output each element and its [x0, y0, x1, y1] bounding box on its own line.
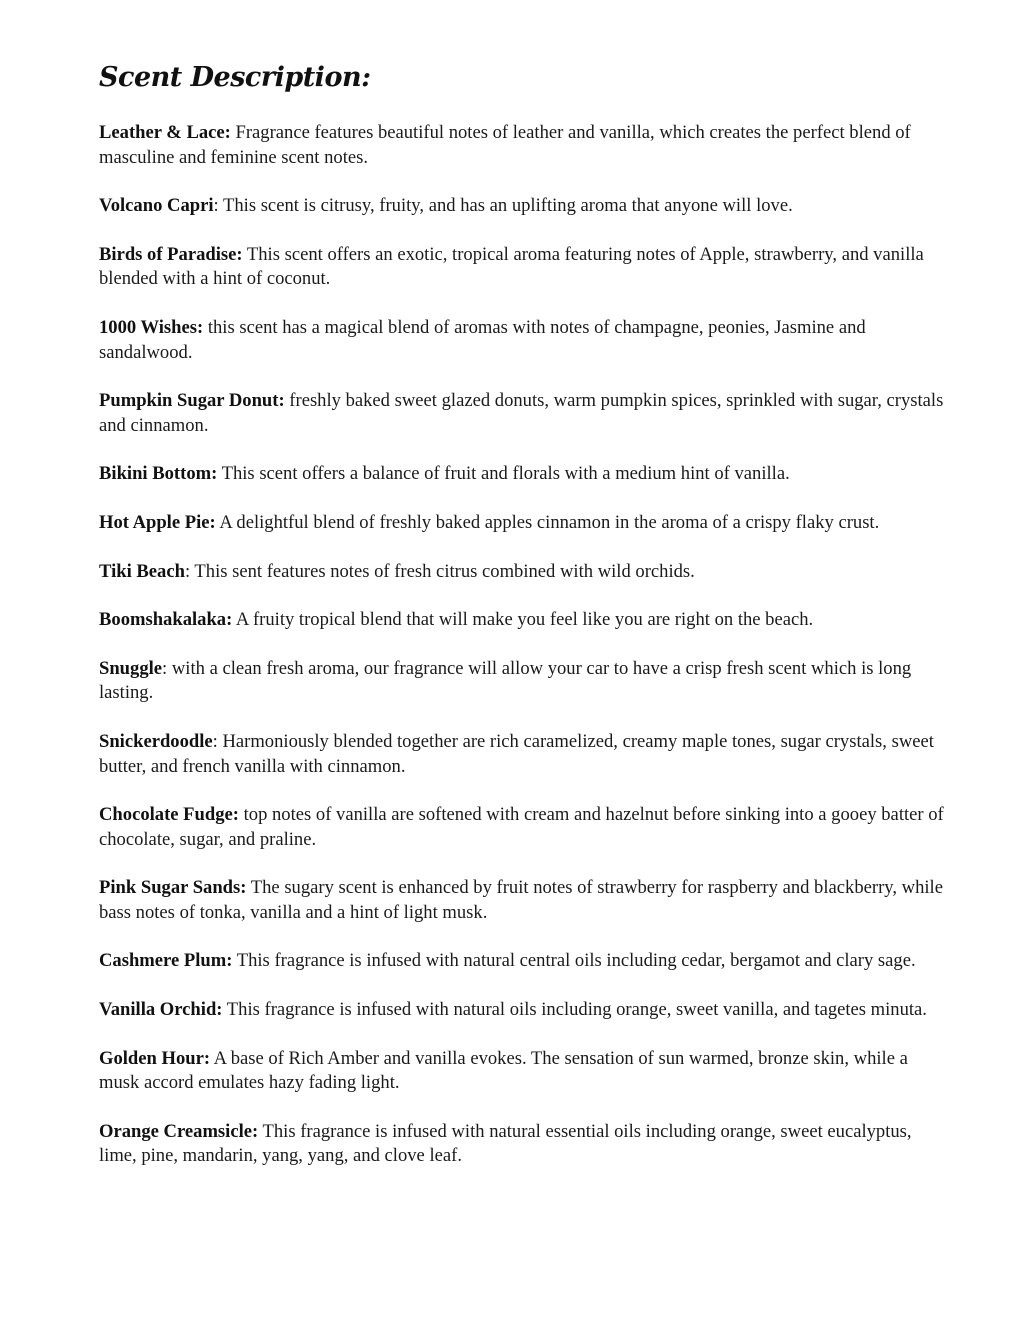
- scent-name: Cashmere Plum:: [99, 950, 233, 972]
- scent-entry-volcano-capri: [99, 194, 949, 219]
- scent-description: : Harmoniously blended together are rich caramelized, creamy maple tones, sugar crystals, sweet butter, and french vanilla with cinnamon.: [99, 730, 934, 777]
- scent-entry-pink-sugar-sands: [99, 876, 949, 925]
- scent-name: Pink Sugar Sands:: [99, 877, 247, 899]
- scent-name: 1000 Wishes:: [99, 316, 204, 338]
- scent-name: Vanilla Orchid:: [99, 999, 223, 1021]
- scent-description: A fruity tropical blend that will make you feel like you are right on the beach.: [232, 609, 814, 631]
- scent-name: Tiki Beach: [99, 560, 185, 582]
- scent-description: This scent offers a balance of fruit and florals with a medium hint of vanilla.: [217, 463, 790, 485]
- scent-name: Hot Apple Pie:: [99, 511, 216, 533]
- scent-description: This fragrance is infused with natural essential oils including orange, sweet eucalyptus, lime, pine, mandarin, yang, yang, and clove leaf.: [99, 1120, 912, 1167]
- scent-entry-1000-wishes: [99, 316, 949, 365]
- scent-name: Orange Creamsicle:: [99, 1120, 259, 1142]
- scent-entry-boomshakalaka: [99, 608, 949, 633]
- scent-name: Pumpkin Sugar Donut:: [99, 390, 285, 412]
- scent-entry-chocolate-fudge: [99, 803, 949, 852]
- scent-description: This scent offers an exotic, tropical aroma featuring notes of Apple, strawberry, and vanilla blended with a hint of coconut.: [99, 243, 924, 290]
- scent-entry-cashmere-plum: [99, 949, 949, 974]
- scent-name: Snuggle: [99, 657, 163, 679]
- scent-entry-birds-of-paradise: [99, 243, 949, 292]
- scent-name: Bikini Bottom:: [99, 463, 218, 485]
- scent-entry-golden-hour: [99, 1047, 949, 1096]
- scent-description: A delightful blend of freshly baked apples cinnamon in the aroma of a crispy flaky crust.: [215, 511, 880, 533]
- scent-description: This fragrance is infused with natural central oils including cedar, bergamot and clary sage.: [232, 950, 916, 972]
- scent-entry-tiki-beach: [99, 560, 949, 585]
- page-title: Scent Description:: [99, 62, 371, 93]
- scent-description: this scent has a magical blend of aromas with notes of champagne, peonies, Jasmine and sandalwood.: [99, 316, 866, 363]
- scent-entry-bikini-bottom: [99, 462, 949, 487]
- scent-entry-pumpkin-sugar-donut: [99, 389, 949, 438]
- scent-name: Chocolate Fudge:: [99, 804, 239, 826]
- scent-name: Golden Hour:: [99, 1047, 211, 1069]
- scent-entry-hot-apple-pie: [99, 511, 949, 536]
- scent-entry-snuggle: [99, 657, 949, 706]
- scent-description: The sugary scent is enhanced by fruit notes of strawberry for raspberry and blackberry, while bass notes of tonka, vanilla and a hint of light musk.: [99, 877, 943, 923]
- scent-description: freshly baked sweet glazed donuts, warm pumpkin spices, sprinkled with sugar, crystals and cinnamon.: [99, 390, 944, 436]
- scent-description: Fragrance features beautiful notes of leather and vanilla, which creates the perfect blend of masculine and feminine scent notes.: [99, 122, 911, 168]
- scent-description: This fragrance is infused with natural oils including orange, sweet vanilla, and tagetes minuta.: [222, 999, 927, 1021]
- scent-entry-orange-creamsicle: [99, 1120, 949, 1169]
- scent-name: Birds of Paradise:: [99, 243, 243, 265]
- scent-description: : This scent is citrusy, fruity, and has an uplifting aroma that anyone will love.: [213, 195, 793, 217]
- scent-name: Leather & Lace:: [99, 122, 231, 143]
- scent-list: [99, 121, 949, 1193]
- scent-name: Volcano Capri: [99, 195, 214, 217]
- scent-name: Boomshakalaka:: [99, 609, 233, 631]
- scent-description: A base of Rich Amber and vanilla evokes. The sensation of sun warmed, bronze skin, while a musk accord emulates hazy fading light.: [99, 1047, 908, 1094]
- scent-entry-leather-and-lace: [99, 121, 949, 170]
- scent-entry-snickerdoodle: [99, 730, 949, 779]
- scent-description: : with a clean fresh aroma, our fragrance will allow your car to have a crisp fresh scent which is long lasting.: [99, 657, 912, 704]
- scent-description: top notes of vanilla are softened with cream and hazelnut before sinking into a gooey batter of chocolate, sugar, and praline.: [99, 804, 944, 850]
- scent-name: Snickerdoodle: [99, 730, 213, 752]
- scent-entry-vanilla-orchid: [99, 998, 949, 1023]
- scent-description: : This sent features notes of fresh citrus combined with wild orchids.: [184, 560, 695, 582]
